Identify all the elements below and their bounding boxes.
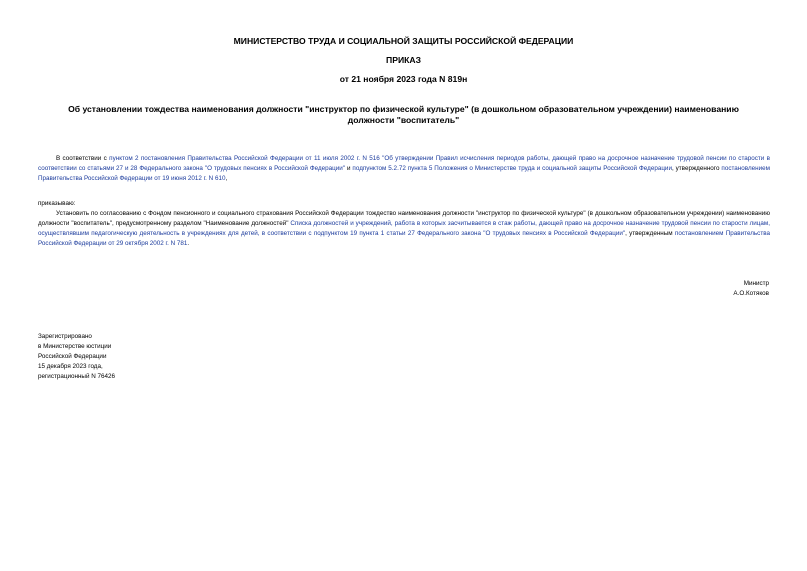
preamble-link-decree-516[interactable]: пунктом 2 постановления Правительства Российской Федерации от 11 июля 2002 г. N 516 "Об утверждении Правил исчисления периодов работы, дающей право на досрочное назначение трудовой пенсии по старости в соответствии со статьями 27 и 28 Федерального закона "О трудовых пенсиях в Российской Федерации" bbox=[38, 155, 771, 172]
doc-type-heading: ПРИКАЗ bbox=[386, 55, 421, 65]
body-text-3: . bbox=[187, 240, 190, 247]
signature-block bbox=[733, 279, 769, 299]
body-text-2: , утвержденным bbox=[625, 230, 675, 237]
signature-position: Министр bbox=[743, 280, 769, 287]
body-link-decree-781[interactable]: постановлением Правительства Российской Федерации от 29 октября 2002 г. N 781 bbox=[38, 230, 770, 247]
registration-block bbox=[38, 332, 115, 382]
order-title: Об установлении тождества наименования должности "инструктор по физической культуре" (в дошкольном образовательном учреждении) наименованию должности "воспитатель" bbox=[68, 104, 739, 125]
registration-line: регистрационный N 76426 bbox=[38, 373, 116, 380]
preamble-text-1: В соответствии с bbox=[56, 155, 110, 162]
body-paragraph bbox=[38, 209, 770, 249]
registration-line: 15 декабря 2023 года, bbox=[38, 363, 103, 370]
body-link-positions-list[interactable]: Списка должностей и учреждений, работа в которых засчитывается в стаж работы, дающей право на досрочное назначение трудовой пенсии по старости лицам, осуществлявшим педагогическую деятельность в учреждениях для детей, в соответствии с подпунктом 19 пункта 1 статьи 27 Федерального закона "О трудовых пенсиях в Российской Федерации" bbox=[38, 220, 770, 237]
order-word: приказываю: bbox=[38, 200, 76, 207]
registration-line: в Министерстве юстиции bbox=[38, 343, 112, 350]
preamble-text-2: и bbox=[345, 165, 353, 172]
preamble-text-4: , bbox=[225, 175, 228, 182]
registration-line: Российской Федерации bbox=[38, 353, 107, 360]
preamble-link-decree-610[interactable]: постановлением Правительства Российской Федерации от 19 июня 2012 г. N 610 bbox=[38, 165, 770, 182]
preamble-text-3: , утвержденного bbox=[671, 165, 722, 172]
ministry-heading: МИНИСТЕРСТВО ТРУДА И СОЦИАЛЬНОЙ ЗАЩИТЫ РОССИЙСКОЙ ФЕДЕРАЦИИ bbox=[233, 36, 574, 46]
preamble-paragraph bbox=[38, 154, 770, 184]
signature-name: А.О.Котяков bbox=[733, 290, 769, 297]
preamble-link-ministry-regulation[interactable]: подпунктом 5.2.72 пункта 5 Положения о Министерстве труда и социальной защиты Российской Федерации bbox=[352, 165, 672, 172]
body-text-1: Установить по согласованию с Фондом пенсионного и социального страхования Российской Федерации тождество наименования должности "инструктор по физической культуре" (в дошкольном образовательном учреждении) наименованию должности "воспитатель", предусмотренному разделом "Наименование должностей" bbox=[38, 210, 770, 227]
order-date-number: от 21 ноября 2023 года N 819н bbox=[339, 74, 468, 84]
registration-line: Зарегистрировано bbox=[38, 333, 92, 340]
